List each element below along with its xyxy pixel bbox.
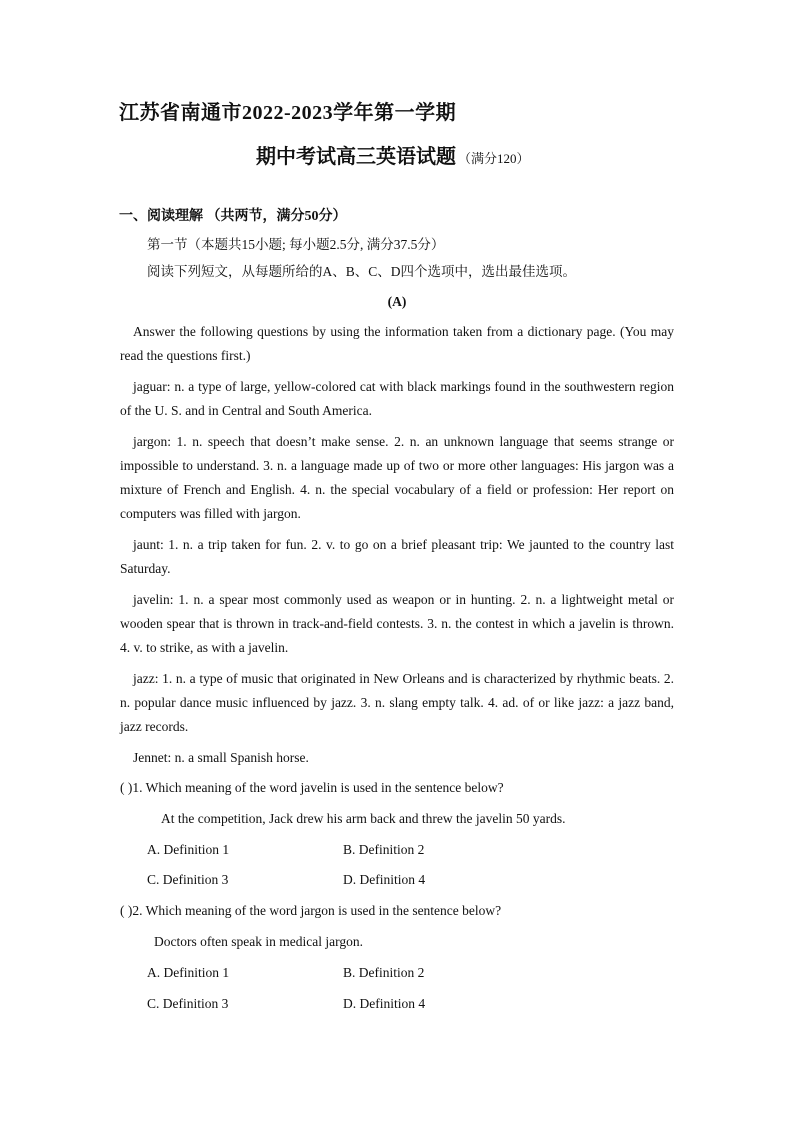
question-1-option-c[interactable]: C. Definition 3 bbox=[147, 872, 229, 887]
question-2-option-b[interactable]: B. Definition 2 bbox=[343, 965, 425, 980]
instructions: 阅读下列短文，从每题所给的A、B、C、D四个选项中，选出最佳选项。 bbox=[147, 264, 577, 279]
question-2-option-c[interactable]: C. Definition 3 bbox=[147, 996, 229, 1011]
question-1-option-a[interactable]: A. Definition 1 bbox=[147, 842, 230, 857]
question-2-option-a[interactable]: A. Definition 1 bbox=[147, 965, 230, 980]
question-1-option-d[interactable]: D. Definition 4 bbox=[343, 872, 426, 887]
entry-jaunt: jaunt: 1. n. a trip taken for fun. 2. v. to go on a brief pleasant trip: We jaunted to the country last Saturday. bbox=[120, 537, 674, 576]
passage-label: (A) bbox=[387, 294, 407, 309]
entry-javelin: javelin: 1. n. a spear most commonly used as weapon or in hunting. 2. n. a lightweight metal or wooden spear that is thrown in track-and-field contests. 3. n. the contest in which a javelin is thrown. 4. v. to strike, as with a javelin. bbox=[120, 592, 674, 655]
question-1-stem: ( )1. Which meaning of the word javelin is used in the sentence below? bbox=[120, 780, 504, 795]
exam-title: 江苏省南通市2022-2023学年第一学期 bbox=[119, 102, 457, 124]
entry-jazz: jazz: 1. n. a type of music that originated in New Orleans and is characterized by rhythmic beats. 2. n. popular dance music influenced by jazz. 3. n. slang empty talk. 4. ad. of or like jazz: a jazz band, jazz records. bbox=[120, 671, 674, 734]
question-2-stem: ( )2. Which meaning of the word jargon is used in the sentence below? bbox=[120, 903, 502, 918]
section-heading: 一、阅读理解 （共两节，满分50分） bbox=[119, 209, 347, 224]
exam-subtitle bbox=[256, 140, 530, 169]
score-note: （满分120） bbox=[458, 151, 530, 166]
part-heading: 第一节（本题共15小题; 每小题2.5分, 满分37.5分） bbox=[147, 237, 445, 252]
question-1-sentence: At the competition, Jack drew his arm back and threw the javelin 50 yards. bbox=[161, 811, 566, 826]
question-2-sentence: Doctors often speak in medical jargon. bbox=[154, 934, 363, 949]
entry-jaguar: jaguar: n. a type of large, yellow-colored cat with black markings found in the southwestern region of the U. S. and in Central and South America. bbox=[120, 379, 674, 418]
question-1-option-b[interactable]: B. Definition 2 bbox=[343, 842, 425, 857]
passage-paragraph-intro: Answer the following questions by using the information taken from a dictionary page. (You may read the questions first.) bbox=[120, 324, 674, 363]
question-2-option-d[interactable]: D. Definition 4 bbox=[343, 996, 426, 1011]
entry-jargon: jargon: 1. n. speech that doesn’t make sense. 2. n. an unknown language that seems strange or impossible to understand. 3. n. a language made up of two or more other languages: His jargon was a mixture of French and English. 4. n. the special vocabulary of a field or profession: Her report on computers was filled with jargon. bbox=[120, 434, 674, 521]
exam-subtitle-text: 期中考试高三英语试题 bbox=[256, 146, 456, 168]
entry-jennet: Jennet: n. a small Spanish horse. bbox=[133, 750, 309, 765]
